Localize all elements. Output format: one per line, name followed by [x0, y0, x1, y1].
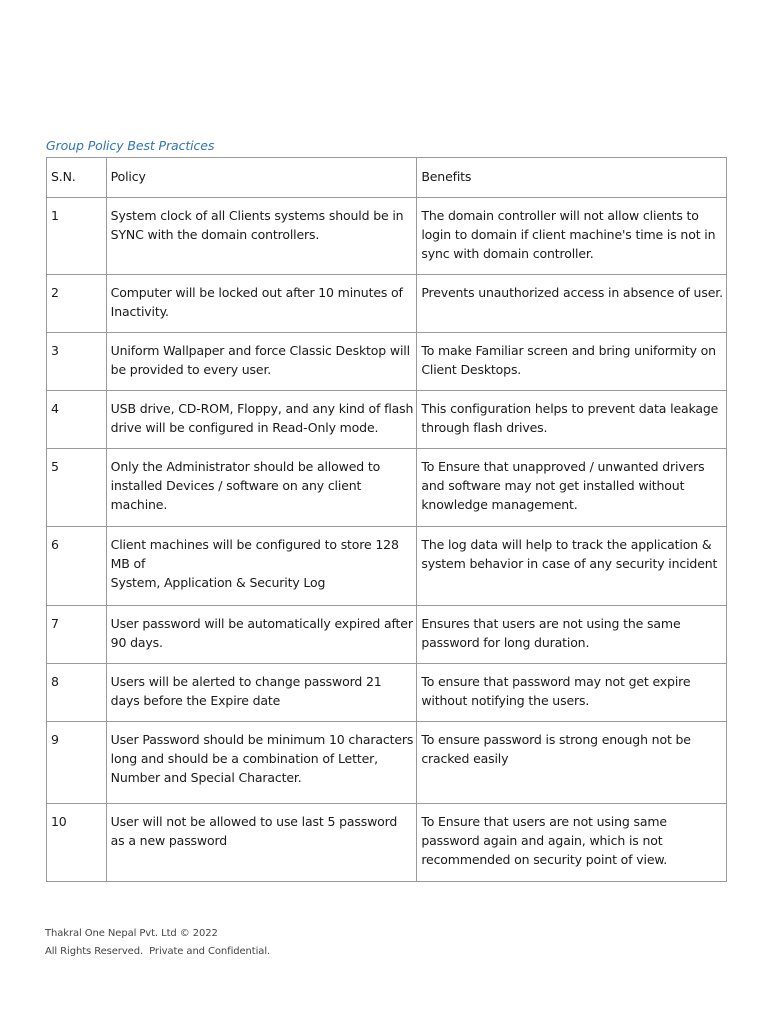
table-row: [47, 606, 727, 664]
row-sn: 9: [47, 722, 107, 804]
footer-copyright: Thakral One Nepal Pvt. Ltd © 2022: [45, 928, 218, 939]
row-sn: 2: [47, 275, 107, 333]
row-policy: [106, 527, 417, 606]
row-benefit: This configuration helps to prevent data leakage through flash drives.: [417, 391, 727, 449]
table-row: [47, 664, 727, 722]
table-row: [47, 275, 727, 333]
row-policy: Users will be alerted to change password 21 days before the Expire date: [106, 664, 417, 722]
row-benefit: To Ensure that unapproved / unwanted drivers and software may not get installed without knowledge management.: [417, 449, 727, 527]
row-sn: 8: [47, 664, 107, 722]
table-row: [47, 449, 727, 527]
policy-table: [46, 157, 727, 882]
header-sn: S.N.: [47, 158, 107, 198]
row-sn: 4: [47, 391, 107, 449]
row-policy: Uniform Wallpaper and force Classic Desktop will be provided to every user.: [106, 333, 417, 391]
table-row: [47, 804, 727, 882]
row-sn: 6: [47, 527, 107, 606]
footer: [45, 925, 270, 961]
row-policy: System clock of all Clients systems should be in SYNC with the domain controllers.: [106, 198, 417, 275]
row-benefit: The log data will help to track the application & system behavior in case of any security incident: [417, 527, 727, 606]
row-policy: USB drive, CD-ROM, Floppy, and any kind of flash drive will be configured in Read-Only mode.: [106, 391, 417, 449]
row-policy-line2: System, Application & Security Log: [110, 575, 326, 590]
row-policy: User Password should be minimum 10 characters long and should be a combination of Letter, Number and Special Character.: [106, 722, 417, 804]
row-policy: User password will be automatically expired after 90 days.: [106, 606, 417, 664]
row-policy: Computer will be locked out after 10 minutes of Inactivity.: [106, 275, 417, 333]
row-benefit: Prevents unauthorized access in absence of user.: [417, 275, 727, 333]
row-sn: 10: [47, 804, 107, 882]
row-sn: 5: [47, 449, 107, 527]
row-benefit: The domain controller will not allow clients to login to domain if client machine's time is not in sync with domain controller.: [417, 198, 727, 275]
row-policy: Only the Administrator should be allowed to installed Devices / software on any client machine.: [106, 449, 417, 527]
row-benefit: To Ensure that users are not using same password again and again, which is not recommended on security point of view.: [417, 804, 727, 882]
table-row: [47, 722, 727, 804]
row-sn: 1: [47, 198, 107, 275]
row-benefit: To make Familiar screen and bring uniformity on Client Desktops.: [417, 333, 727, 391]
table-row: [47, 333, 727, 391]
table-header-row: [47, 158, 727, 198]
row-sn: 7: [47, 606, 107, 664]
header-benefits: Benefits: [417, 158, 727, 198]
table-row: [47, 527, 727, 606]
row-sn: 3: [47, 333, 107, 391]
row-benefit: To ensure password is strong enough not be cracked easily: [417, 722, 727, 804]
table-row: [47, 391, 727, 449]
row-policy-line1: Client machines will be configured to store 128 MB of: [110, 537, 399, 571]
row-benefit: Ensures that users are not using the same password for long duration.: [417, 606, 727, 664]
row-benefit: To ensure that password may not get expire without notifying the users.: [417, 664, 727, 722]
table-row: [47, 198, 727, 275]
header-policy: Policy: [106, 158, 417, 198]
footer-rights: All Rights Reserved. Private and Confidential.: [45, 946, 271, 957]
document-title: Group Policy Best Practices: [46, 138, 215, 153]
row-policy: User will not be allowed to use last 5 password as a new password: [106, 804, 417, 882]
